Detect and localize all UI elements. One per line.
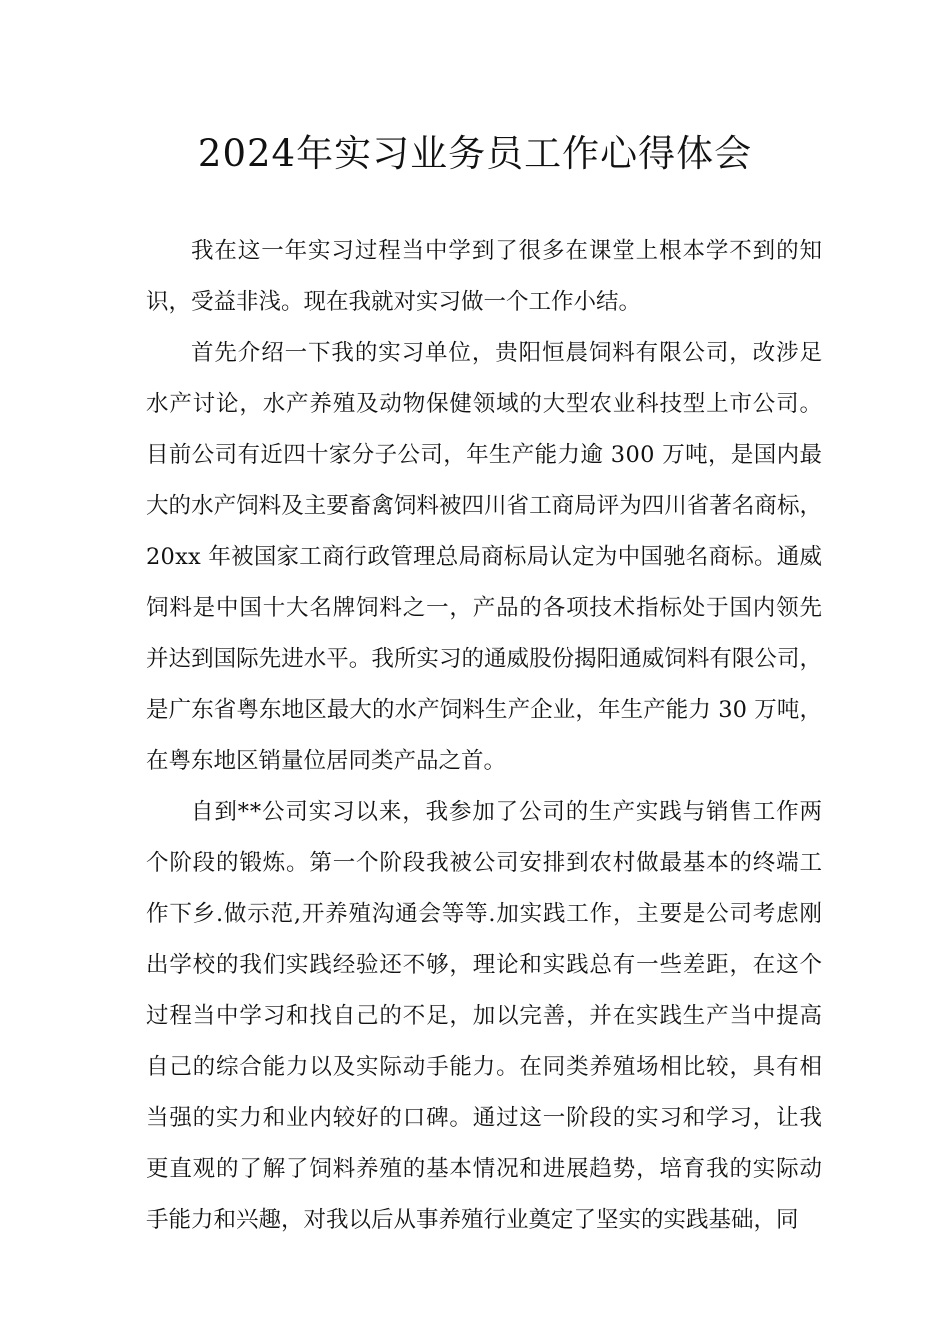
text-line: 手能力和兴趣，对我以后从事养殖行业奠定了坚实的实践基础，同 xyxy=(146,1207,799,1233)
text-line: 更直观的了解了饲料养殖的基本情况和进展趋势，培育我的实际动 xyxy=(146,1156,823,1182)
text-line: 过程当中学习和找自己的不足，加以完善，并在实践生产当中提高 xyxy=(146,1003,823,1029)
text-line: 自己的综合能力以及实际动手能力。在同类养殖场相比较，具有相 xyxy=(146,1054,823,1080)
document-body xyxy=(146,226,822,1246)
text-line: 在粤东地区销量位居同类产品之首。 xyxy=(146,748,507,774)
text-line: 自到**公司实习以来，我参加了公司的生产实践与销售工作两 xyxy=(191,799,823,825)
text-line: 饲料是中国十大名牌饲料之一，产品的各项技术指标处于国内领先 xyxy=(146,595,823,621)
text-line: 首先介绍一下我的实习单位，贵阳恒晨饲料有限公司，改涉足 xyxy=(191,340,823,366)
text-line: 20xx 年被国家工商行政管理总局商标局认定为中国驰名商标。通威 xyxy=(146,544,823,570)
text-line: 我在这一年实习过程当中学到了很多在课堂上根本学不到的知 xyxy=(191,238,823,264)
text-line: 个阶段的锻炼。第一个阶段我被公司安排到农村做最基本的终端工 xyxy=(146,850,823,876)
text-line: 识，受益非浅。现在我就对实习做一个工作小结。 xyxy=(146,289,642,315)
document-title: 2024年实习业务员工作心得体会 xyxy=(197,132,753,175)
text-line: 并达到国际先进水平。我所实习的通威股份揭阳通威饲料有限公司， xyxy=(146,646,823,672)
text-line: 是广东省粤东地区最大的水产饲料生产企业，年生产能力 30 万吨， xyxy=(146,697,823,723)
text-line: 作下乡.做示范,开养殖沟通会等等.加实践工作，主要是公司考虑刚 xyxy=(146,901,823,927)
text-line: 当强的实力和业内较好的口碑。通过这一阶段的实习和学习，让我 xyxy=(146,1105,823,1131)
text-line: 目前公司有近四十家分子公司，年生产能力逾 300 万吨，是国内最 xyxy=(146,442,823,468)
text-line: 出学校的我们实践经验还不够，理论和实践总有一些差距，在这个 xyxy=(146,952,823,978)
text-line: 大的水产饲料及主要畜禽饲料被四川省工商局评为四川省著名商标， xyxy=(146,493,823,519)
text-line: 水产讨论，水产养殖及动物保健领域的大型农业科技型上市公司。 xyxy=(146,391,823,417)
